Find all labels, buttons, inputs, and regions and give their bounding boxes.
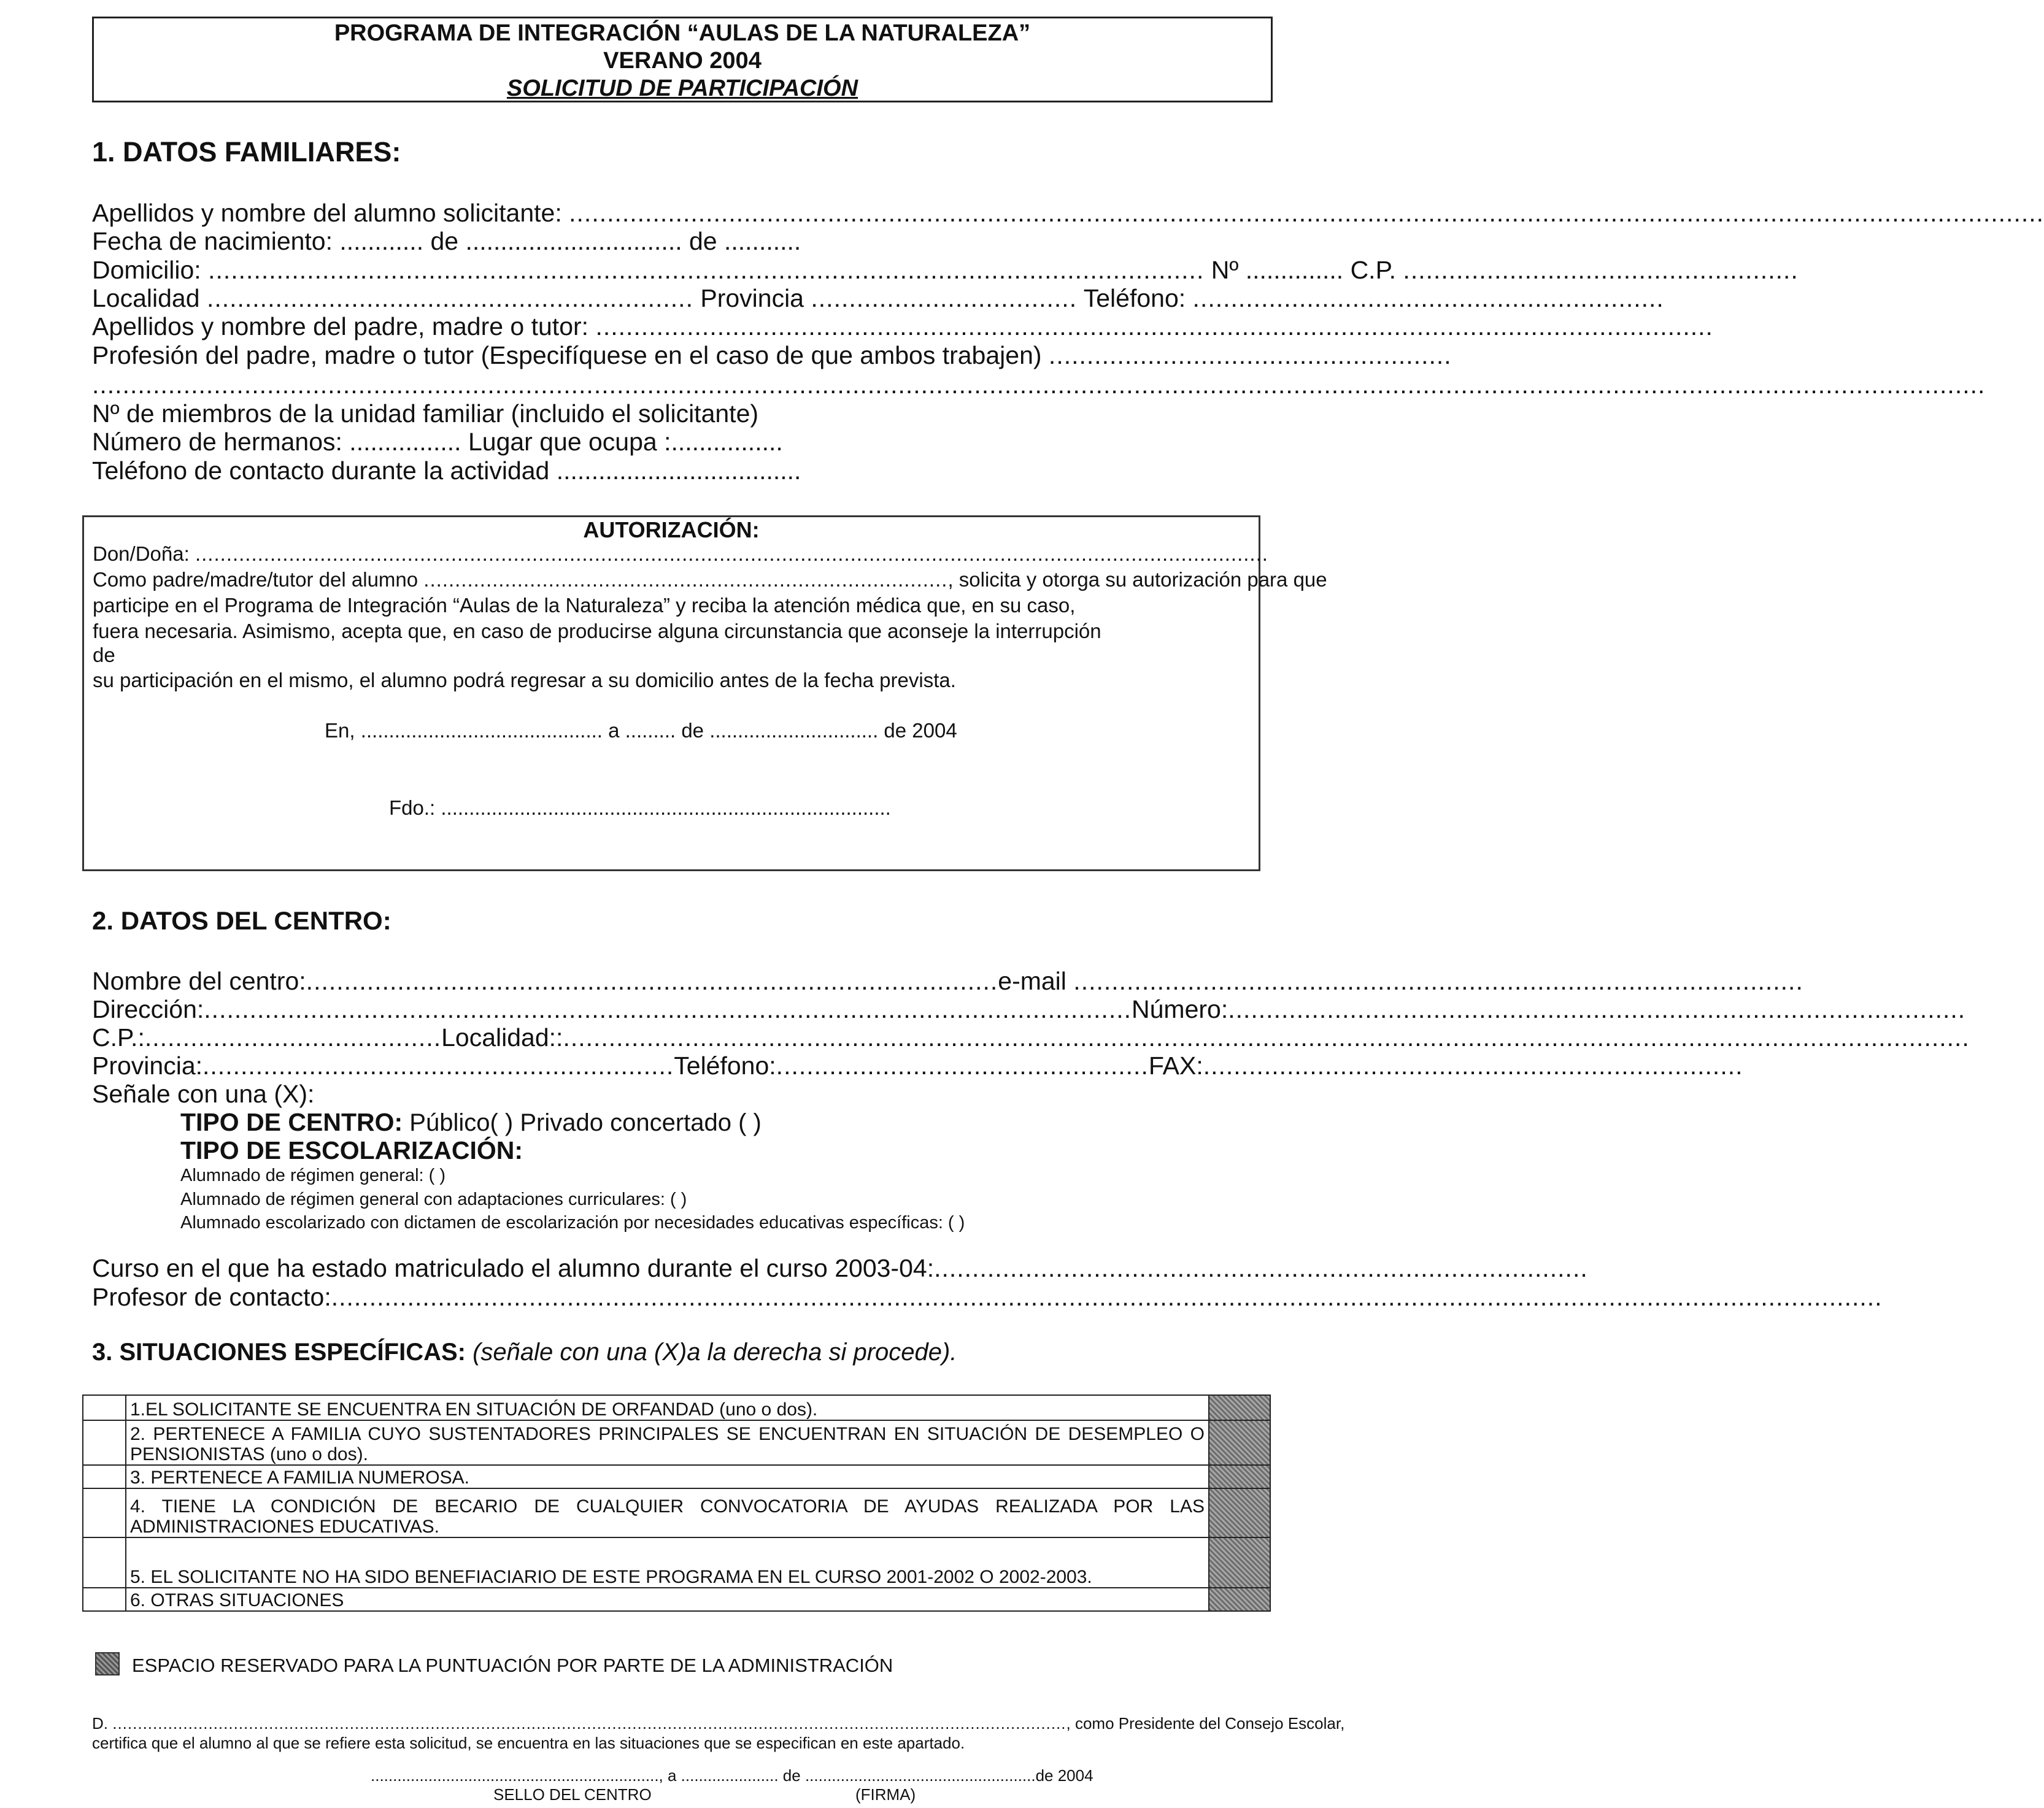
row-mark-cell[interactable] xyxy=(83,1465,126,1488)
school-locality-label: Localidad:: xyxy=(441,1023,563,1052)
authorization-place-date[interactable]: En, ........................................... a ......... de .............................. de 2004 xyxy=(325,719,957,742)
schooling-option-general[interactable]: Alumnado de régimen general: ( ) xyxy=(180,1166,446,1185)
situation-text: 1.EL SOLICITANTE SE ENCUENTRA EN SITUACIÓN DE ORFANDAD (uno o dos). xyxy=(126,1395,1209,1420)
admin-score-cell xyxy=(1209,1420,1270,1465)
birth-date-field[interactable]: Fecha de nacimiento: ............ de ............................... de ........... xyxy=(92,227,801,255)
table-row xyxy=(83,1420,1270,1465)
admin-score-cell xyxy=(1209,1395,1270,1420)
situation-text: 6. OTRAS SITUACIONES xyxy=(126,1588,1209,1611)
parent-profession-continued[interactable]: ......................................................................................................................................................................................................................................................... xyxy=(92,371,1986,399)
school-phone-label: Teléfono: xyxy=(674,1052,776,1080)
siblings-field[interactable]: Número de hermanos: ................ Lugar que ocupa :................ xyxy=(92,428,783,456)
school-address-label: Dirección: xyxy=(92,995,204,1023)
form-year: VERANO 2004 xyxy=(603,48,762,74)
situation-text: 4. TIENE LA CONDICIÓN DE BECARIO DE CUALQUIER CONVOCATORIA DE AYUDAS REALIZADA POR LAS ADMINISTRACIONES EDUCATIVAS. xyxy=(126,1488,1209,1537)
address-label: Domicilio: xyxy=(92,256,209,284)
admin-score-cell xyxy=(1209,1537,1270,1588)
schooling-option-adapted[interactable]: Alumnado de régimen general con adaptaciones curriculares: ( ) xyxy=(180,1190,687,1209)
form-subtitle: SOLICITUD DE PARTICIPACIÓN xyxy=(506,75,858,101)
authorization-line-2: participe en el Programa de Integración “Aulas de la Naturaleza” y reciba la atención médica que, en su caso, xyxy=(93,594,1076,617)
parent-profession-label: Profesión del padre, madre o tutor (Especifíquese en el caso de que ambos trabajen) xyxy=(92,341,1049,369)
authorization-line-1[interactable]: Como padre/madre/tutor del alumno ...................................................................................., solicita y otorga su autorización para que xyxy=(93,568,1327,591)
parent-profession-field[interactable]: Profesión del padre, madre o tutor (Especifíquese en el caso de que ambos trabajen) ..................................................... xyxy=(92,341,1452,369)
authorization-box xyxy=(82,515,1327,871)
authorization-line-5: su participación en el mismo, el alumno podrá regresar a su domicilio antes de la fecha prevista. xyxy=(93,669,956,691)
school-type-field[interactable] xyxy=(180,1108,762,1137)
school-number-label: Número: xyxy=(1132,995,1228,1023)
school-name-label: Nombre del centro: xyxy=(92,967,306,995)
school-province-label: Provincia: xyxy=(92,1052,203,1080)
school-address-field[interactable]: Dirección:..........................................................................................................................Número:................................................................................................. xyxy=(92,995,1966,1023)
table-row xyxy=(83,1488,1270,1537)
authorization-name-label: Don/Doña: xyxy=(93,542,195,565)
course-label: Curso en el que ha estado matriculado el alumno durante el curso 2003-04: xyxy=(92,1254,935,1282)
school-cp-label: C.P.: xyxy=(92,1023,145,1052)
section3-title: 3. SITUACIONES ESPECÍFICAS: (señale con una (X)a la derecha si procede). xyxy=(92,1339,957,1366)
section1-title: 1. DATOS FAMILIARES: xyxy=(92,136,401,167)
reserved-shade-icon xyxy=(95,1652,120,1675)
row-mark-cell[interactable] xyxy=(83,1395,126,1420)
authorization-name-field[interactable]: Don/Doña: ............................................................................................................................................................................ xyxy=(93,542,1268,565)
situation-text: 5. EL SOLICITANTE NO HA SIDO BENEFIACIARIO DE ESTE PROGRAMA EN EL CURSO 2001-2002 O 2002-2003. xyxy=(126,1537,1209,1588)
reserved-space-note: ESPACIO RESERVADO PARA LA PUNTUACIÓN POR PARTE DE LA ADMINISTRACIÓN xyxy=(95,1652,893,1677)
situation-text: 2. PERTENECE A FAMILIA CUYO SUSTENTADORES PRINCIPALES SE ENCUENTRAN EN SITUACIÓN DE DESEMPLEO O PENSIONISTAS (uno o dos). xyxy=(126,1420,1209,1465)
parent-name-field[interactable]: Apellidos y nombre del padre, madre o tutor: ................................................................................................................................................... xyxy=(92,312,1713,340)
student-name-field[interactable]: Apellidos y nombre del alumno solicitante: .................................................................................................................................................................................................. xyxy=(92,199,2044,227)
school-type-label: TIPO DE CENTRO: xyxy=(180,1108,403,1136)
row-mark-cell[interactable] xyxy=(83,1537,126,1588)
course-field[interactable]: Curso en el que ha estado matriculado el alumno durante el curso 2003-04:...................................................................................... xyxy=(92,1254,1588,1282)
phone-label: Teléfono: xyxy=(1077,284,1193,312)
admin-score-cell xyxy=(1209,1465,1270,1488)
situation-text: 3. PERTENECE A FAMILIA NUMEROSA. xyxy=(126,1465,1209,1488)
school-fax-label: FAX: xyxy=(1148,1052,1203,1080)
contact-teacher-label: Profesor de contacto: xyxy=(92,1283,331,1311)
table-row xyxy=(83,1465,1270,1488)
email-label: e-mail xyxy=(998,967,1074,995)
section3-hint: (señale con una (X)a la derecha si procede). xyxy=(472,1339,957,1366)
mark-instruction: Señale con una (X): xyxy=(92,1080,315,1108)
situations-table xyxy=(82,1394,1271,1612)
signature-date-line[interactable]: ................................................................., a ...................... de ....................................................de 2004 xyxy=(371,1766,1093,1785)
row-mark-cell[interactable] xyxy=(83,1588,126,1611)
family-members-field[interactable]: Nº de miembros de la unidad familiar (incluido el solicitante) xyxy=(92,399,759,428)
student-name-label: Apellidos y nombre del alumno solicitante: xyxy=(92,199,569,227)
certification-field[interactable]: D. ............................................................................................................................................................................................., como Presidente del Consejo Escolar, xyxy=(92,1714,1345,1733)
school-province-field[interactable]: Provincia:..............................................................Teléfono:.................................................FAX:....................................................................... xyxy=(92,1052,1743,1080)
contact-phone-field[interactable]: Teléfono de contacto durante la actividad ................................... xyxy=(92,456,801,485)
contact-teacher-field[interactable]: Profesor de contacto:............................................................................................................................................................................................................ xyxy=(92,1283,1883,1311)
parent-name-label: Apellidos y nombre del padre, madre o tutor: xyxy=(92,312,596,340)
form-header xyxy=(92,17,1273,102)
table-row xyxy=(83,1395,1270,1420)
row-mark-cell[interactable] xyxy=(83,1488,126,1537)
authorization-line-3: fuera necesaria. Asimismo, acepta que, en caso de producirse alguna circunstancia que aconseje la interrupción xyxy=(93,620,1101,642)
province-label: Provincia xyxy=(693,284,811,312)
number-cp-label: Nº .............. C.P. xyxy=(1204,256,1403,284)
row-mark-cell[interactable] xyxy=(83,1420,126,1465)
authorization-line-4: de xyxy=(93,644,115,666)
authorization-title: AUTORIZACIÓN: xyxy=(583,517,760,542)
authorization-signature[interactable]: Fdo.: ................................................................................ xyxy=(389,796,891,819)
locality-label: Localidad xyxy=(92,284,207,312)
address-field[interactable]: Domicilio: ................................................................................................................................... Nº .............. C.P. .................................................... xyxy=(92,256,1799,284)
school-seal-label: SELLO DEL CENTRO xyxy=(493,1785,652,1804)
locality-field[interactable]: Localidad ................................................................ Provincia ................................... Teléfono: .............................................................. xyxy=(92,284,1664,312)
certification-text: certifica que el alumno al que se refiere esta solicitud, se encuentra en las situaciones que se especifican en este apartado. xyxy=(92,1734,965,1752)
form-title: PROGRAMA DE INTEGRACIÓN “AULAS DE LA NATURALEZA” xyxy=(334,20,1031,46)
schooling-option-specific-needs[interactable]: Alumnado escolarizado con dictamen de escolarización por necesidades educativas específicas: ( ) xyxy=(180,1213,965,1233)
school-type-options[interactable]: Público( ) Privado concertado ( ) xyxy=(403,1109,762,1136)
table-row xyxy=(83,1537,1270,1588)
signature-label: (FIRMA) xyxy=(855,1785,916,1804)
schooling-type-label: TIPO DE ESCOLARIZACIÓN: xyxy=(180,1136,523,1164)
admin-score-cell xyxy=(1209,1588,1270,1611)
school-cp-field[interactable]: C.P.:.......................................Localidad::......................................................................................................................................................................................... xyxy=(92,1023,1970,1052)
table-row xyxy=(83,1588,1270,1611)
admin-score-cell xyxy=(1209,1488,1270,1537)
section2-title: 2. DATOS DEL CENTRO: xyxy=(92,906,391,935)
school-name-field[interactable]: Nombre del centro:...........................................................................................e-mail ................................................................................................ xyxy=(92,967,1803,995)
